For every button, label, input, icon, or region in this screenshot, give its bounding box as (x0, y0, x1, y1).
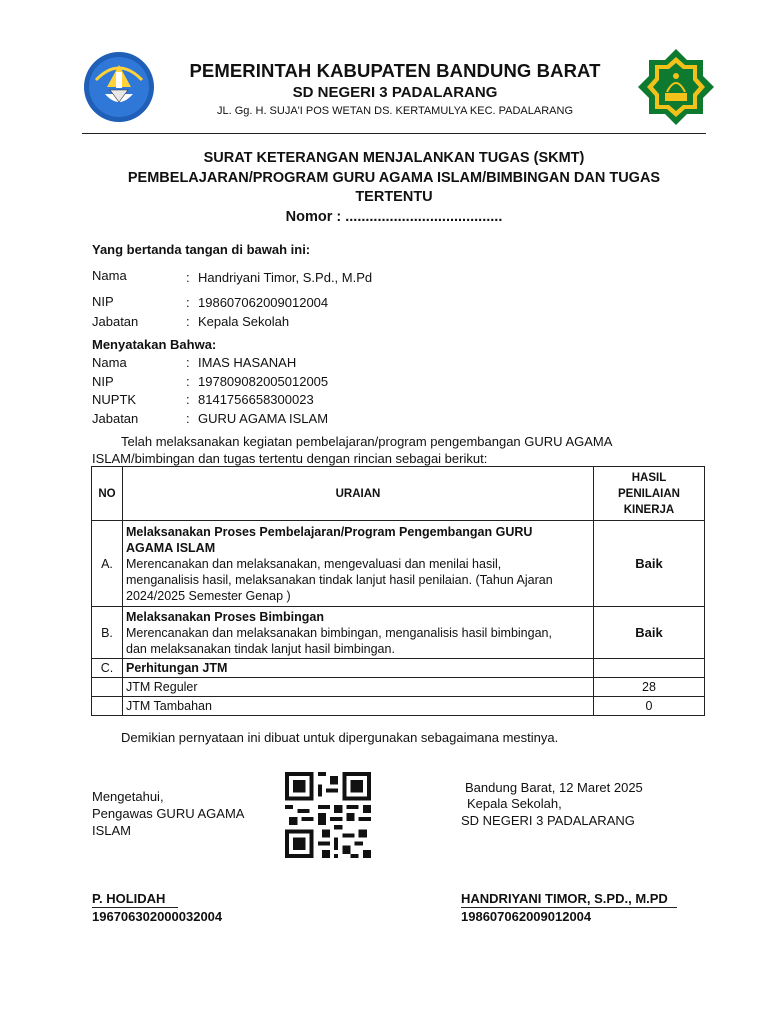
row-a-title-2: AGAMA ISLAM (126, 540, 216, 555)
table-header-row (92, 467, 705, 521)
separator: : (186, 270, 190, 285)
signer-jabatan-value: Kepala Sekolah (198, 314, 290, 329)
row-b-uraian (123, 607, 594, 659)
signer-nip-label: NIP (92, 294, 114, 309)
jtm-reguler-value: 28 (594, 678, 705, 697)
row-a-title-1: Melaksanakan Proses Pembelajaran/Program Pengembangan GURU (126, 524, 533, 539)
school-address: JL. Gg. H. SUJA'I POS WETAN DS. KERTAMULYA KEC. PADALARANG (216, 105, 574, 117)
jtm-tambahan-label: JTM Tambahan (123, 697, 594, 716)
row-b-desc-1: Merencanakan dan melaksanakan bimbingan, menganalisis hasil bimbingan, (126, 625, 552, 640)
supervisor-line-2: Pengawas GURU AGAMA (92, 806, 245, 821)
table-row (92, 678, 705, 697)
subject-nuptk-label: NUPTK (92, 392, 137, 407)
principal-position: Kepala Sekolah, (467, 796, 562, 811)
supervisor-name: P. HOLIDAH (92, 891, 166, 906)
supervisor-signature-line (92, 907, 178, 908)
row-jtm-reguler-no (92, 678, 123, 697)
principal-signature-line (461, 907, 677, 908)
signer-name-value: Handriyani Timor, S.Pd., M.Pd (198, 270, 373, 285)
subject-jabatan-label: Jabatan (92, 411, 139, 426)
header-nilai (594, 467, 705, 521)
table-row (92, 659, 705, 678)
row-b-nilai: Baik (594, 607, 705, 659)
separator: : (186, 295, 190, 310)
separator: : (186, 355, 190, 370)
row-b-desc-2: dan melaksanakan tindak lanjut hasil bimbingan. (126, 641, 395, 656)
supervisor-nip: 196706302000032004 (92, 909, 223, 924)
separator: : (186, 392, 190, 407)
row-c-nilai (594, 659, 705, 678)
table-row (92, 521, 705, 607)
supervisor-line-3: ISLAM (92, 823, 132, 838)
row-a-no: A. (92, 521, 123, 607)
jtm-tambahan-value: 0 (594, 697, 705, 716)
principal-name: HANDRIYANI TIMOR, S.PD., M.PD (461, 891, 668, 906)
intro-line-2: ISLAM/bimbingan dan tugas tertentu dengan rincian sebagai berikut: (92, 451, 488, 466)
letterhead-divider (82, 133, 706, 134)
intro-line-1: Telah melaksanakan kegiatan pembelajaran/program pengembangan GURU AGAMA (121, 434, 613, 449)
table-row (92, 697, 705, 716)
row-a-desc-3: 2024/2025 Semester Genap ) (126, 588, 291, 603)
government-name: PEMERINTAH KABUPATEN BANDUNG BARAT (189, 60, 601, 81)
signer-heading: Yang bertanda tangan di bawah ini: (92, 242, 311, 257)
task-table (91, 466, 705, 716)
row-a-desc-1: Merencanakan dan melaksanakan, mengevaluasi dan menilai hasil, (126, 556, 502, 571)
subject-name-label: Nama (92, 355, 127, 370)
qr-code-icon (285, 771, 371, 859)
subject-heading: Menyatakan Bahwa: (92, 337, 217, 352)
row-a-uraian (123, 521, 594, 607)
document-number: Nomor : ....................................... (285, 209, 503, 225)
signer-jabatan-label: Jabatan (92, 314, 139, 329)
row-c-title: Perhitungan JTM (123, 659, 594, 678)
subject-jabatan-value: GURU AGAMA ISLAM (198, 411, 329, 426)
subject-nip-label: NIP (92, 374, 114, 389)
principal-nip: 198607062009012004 (461, 909, 592, 924)
document-subtitle-cont: TERTENTU (355, 189, 433, 205)
row-jtm-tambahan-no (92, 697, 123, 716)
row-b-no: B. (92, 607, 123, 659)
place-date: Bandung Barat, 12 Maret 2025 (465, 780, 643, 795)
subject-name-value: IMAS HASANAH (198, 355, 297, 370)
signer-nip-value: 198607062009012004 (198, 295, 329, 310)
separator: : (186, 374, 190, 389)
subject-nip-value: 197809082005012005 (198, 374, 329, 389)
closing-statement: Demikian pernyataan ini dibuat untuk dipergunakan sebagaimana mestinya. (121, 730, 559, 745)
table-row (92, 607, 705, 659)
header-no: NO (92, 467, 123, 521)
header-nilai-line-3: KINERJA (623, 503, 675, 516)
row-a-desc-2: menganalisis hasil, melaksanakan tindak lanjut hasil penilaian. (Tahun Ajaran (126, 572, 553, 587)
tut-wuri-handayani-logo (82, 50, 156, 124)
header-nilai-line-2: PENILAIAN (618, 487, 680, 500)
header-nilai-line-1: HASIL (631, 471, 667, 484)
subject-nuptk-value: 8141756658300023 (198, 392, 314, 407)
jtm-reguler-label: JTM Reguler (123, 678, 594, 697)
row-b-title: Melaksanakan Proses Bimbingan (126, 609, 324, 624)
row-a-nilai: Baik (594, 521, 705, 607)
signer-name-label: Nama (92, 268, 127, 283)
school-name: SD NEGERI 3 PADALARANG (292, 84, 498, 101)
document-subtitle: PEMBELAJARAN/PROGRAM GURU AGAMA ISLAM/BIMBINGAN DAN TUGAS (127, 170, 661, 186)
row-c-no: C. (92, 659, 123, 678)
document-title: SURAT KETERANGAN MENJALANKAN TUGAS (SKMT) (203, 150, 585, 166)
header-uraian: URAIAN (123, 467, 594, 521)
supervisor-line-1: Mengetahui, (92, 789, 164, 804)
principal-school: SD NEGERI 3 PADALARANG (461, 813, 635, 828)
kemenag-logo (637, 48, 715, 126)
separator: : (186, 411, 190, 426)
separator: : (186, 314, 190, 329)
